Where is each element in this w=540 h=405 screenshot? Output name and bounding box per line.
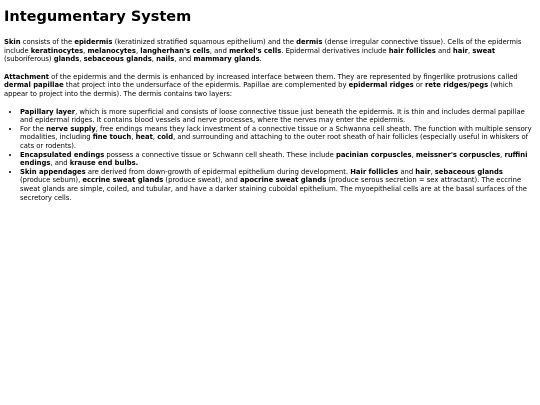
bold-term: langherhan's cells bbox=[140, 46, 210, 55]
bold-term: meissner's corpuscles bbox=[415, 150, 501, 159]
bold-term: fine touch bbox=[92, 133, 132, 142]
bold-term: cold bbox=[157, 133, 174, 142]
bold-term: merkel's cells bbox=[229, 46, 282, 55]
bold-term: Skin appendages bbox=[20, 167, 86, 176]
bold-term: krause end bulbs. bbox=[69, 159, 139, 168]
page-title: Integumentary System bbox=[4, 9, 192, 25]
dermis-layers-list bbox=[4, 108, 535, 203]
list-item: • Papillary layer, which is more superficial and consists of loose connective tissue just beneath the epidermis. It is thin and includes dermal papillae and epidermal ridges. It contains blood vessels and nerve processes, where the nerves may enter the epidermis. bbox=[20, 108, 535, 125]
bold-term: mammary glands bbox=[193, 55, 260, 64]
bold-term: glands bbox=[53, 55, 80, 64]
list-item: • Encapsulated endings possess a connective tissue or Schwann cell sheath. These include pacinian corpuscles, meissner's corpuscles, ruffini endings, and krause end bulbs. bbox=[20, 151, 535, 168]
bold-term: hair bbox=[415, 167, 431, 176]
bold-term: hair bbox=[452, 46, 469, 55]
bold-term: Hair follicles bbox=[350, 167, 399, 176]
bold-term: Papillary layer bbox=[20, 107, 76, 116]
bold-term: ruffini endings bbox=[20, 150, 528, 168]
bold-term: dermal papillae bbox=[4, 81, 64, 90]
attachment-paragraph: Attachment of the epidermis and the dermis is enhanced by increased interface between them. They are represented by fingerlike protrusions called dermal papillae that project into the undersurface of the epidermis. Papillae are complemented by epidermal ridges or rete ridges/pegs (which appear to project into the dermis). The dermis contains two layers: bbox=[4, 72, 518, 98]
list-item: • Skin appendages are derived from down-growth of epidermal epithelium during development. Hair follicles and hair, sebaceous glands (produce sebum), eccrine sweat glands (produce sweat), and apocrine sweat glands (produce serous secretion = sex attractant). The eccrine sweat glands are simple, coiled, and tubular, and have a darker staining cuboidal epithelium. The myoepithelial cells are at the basal surfaces of the secretory cells. bbox=[20, 168, 535, 202]
bold-term: epidermal ridges bbox=[348, 81, 414, 90]
bold-term: eccrine sweat glands bbox=[82, 176, 164, 185]
bold-term: Skin bbox=[4, 38, 21, 46]
bold-term: rete ridges/pegs bbox=[425, 81, 489, 90]
bold-term: heat bbox=[135, 133, 153, 142]
bold-term: Encapsulated endings bbox=[20, 150, 105, 159]
document-page bbox=[0, 0, 540, 202]
bold-term: apocrine sweat glands bbox=[239, 176, 327, 185]
bold-term: Attachment bbox=[4, 72, 49, 81]
bold-term: keratinocytes bbox=[30, 46, 84, 55]
bold-term: sweat bbox=[472, 46, 496, 55]
bold-term: epidermis bbox=[74, 38, 113, 46]
bold-term: nails bbox=[156, 55, 175, 64]
bold-term: nerve supply bbox=[46, 124, 96, 133]
bold-term: melanocytes bbox=[87, 46, 136, 55]
intro-paragraph: Skin consists of the epidermis (keratinized stratified squamous epithelium) and the dermis (dense irregular connective tissue). Cells of the epidermis include keratinocytes, melanocytes, langherhan's cells, and merkel's cells. Epidermal derivatives include hair follicles and hair, sweat (suboriferous) glands, sebaceous glands, nails, and mammary glands. bbox=[4, 38, 522, 64]
bold-term: sebaceous glands bbox=[83, 55, 152, 64]
bold-term: sebaceous glands bbox=[434, 167, 503, 176]
bold-term: dermis bbox=[296, 38, 323, 46]
bold-term: hair follicles bbox=[388, 46, 436, 55]
bold-term: pacinian corpuscles bbox=[335, 150, 412, 159]
list-item: • For the nerve supply, free endings means they lack investment of a connective tissue or a Schwanna cell sheath. The function with multiple sensory modalities, including fine touch, heat, cold, and surrounding and attaching to the outer root sheath of hair follicles (especially useful in whiskers of cats or rodents). bbox=[20, 125, 535, 151]
